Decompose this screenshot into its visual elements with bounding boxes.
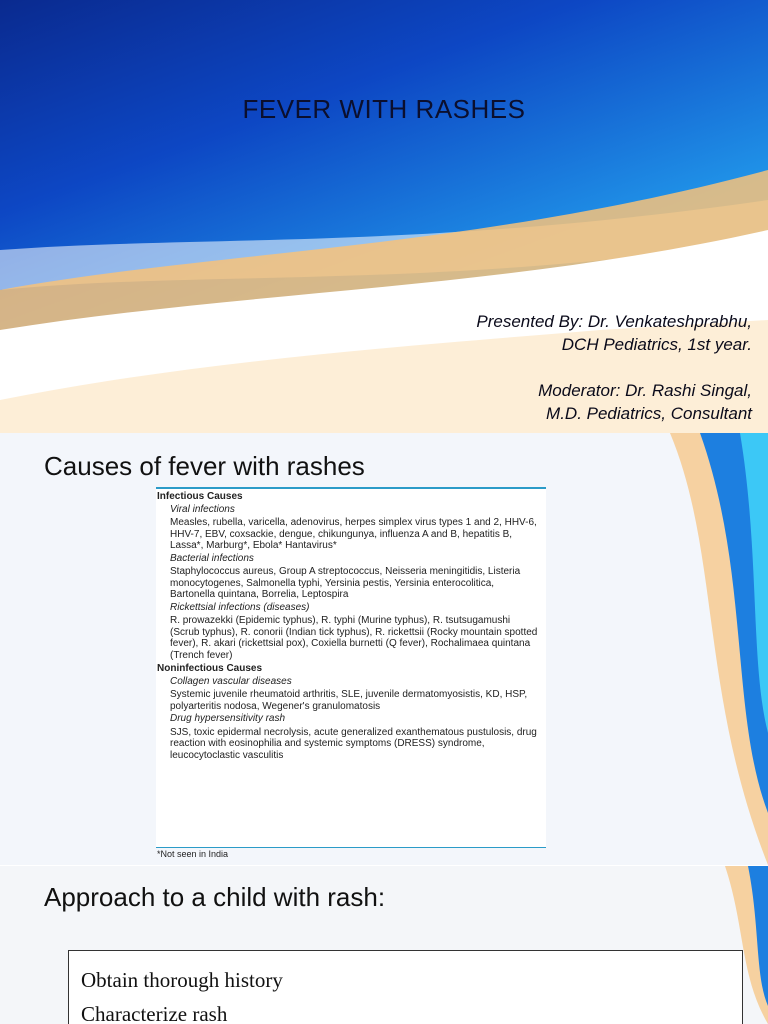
approach-item: Characterize rash [81,1002,228,1024]
rickettsial-label: Rickettsial infections (diseases) [170,601,310,613]
slide-heading: Approach to a child with rash: [44,882,386,912]
presenter-block [476,310,752,425]
rickettsial-text: R. prowazekki (Epidemic typhus), R. typhi (Murine typhus), R. tsutsugamushi (Scrub typhus), R. conorii (Indian tick typhus), R. rickettsii (Rocky mountain spotted fever), R. akari (rickettsial pox), Coxiella burnetti (Q fever), Rochalimaea quintana (Trench fever) [170,615,538,661]
causes-slide [0,433,768,865]
approach-item: Obtain thorough history [81,968,283,992]
bacterial-text: Staphylococcus aureus, Group A streptococcus, Neisseria meningitidis, Listeria monocytogenes, Salmonella typhi, Yersinia pestis, Yersinia enterocolitica, Bartonella quintana, Borrelia, Leptospira [170,566,521,600]
drug-label: Drug hypersensitivity rash [170,713,286,724]
table-footnote: *Not seen in India [157,848,229,859]
collagen-text: Systemic juvenile rheumatoid arthritis, SLE, juvenile dermatomyosistis, KD, HSP, polyarteritis nodosa, Wegener's granulomatosis [170,689,528,712]
slide-heading: Causes of fever with rashes [44,451,365,481]
approach-box [68,950,743,1024]
presenter-degree: DCH Pediatrics, 1st year. [561,335,752,354]
causes-table [156,487,546,859]
slide-title: FEVER WITH RASHES [242,94,526,124]
bacterial-label: Bacterial infections [170,552,254,564]
infectious-header: Infectious Causes [157,491,243,502]
noninfectious-header: Noninfectious Causes [157,663,263,674]
drug-text: SJS, toxic epidermal necrolysis, acute generalized exanthematous pustulosis, drug reaction with eosinophilia and systemic symptoms (DRESS) syndrome, leucocytoclastic vasculitis [170,726,537,761]
title-slide [0,0,768,433]
moderator-name: Moderator: Dr. Rashi Singal, [538,381,752,400]
viral-label: Viral infections [170,503,235,515]
collagen-label: Collagen vascular diseases [170,675,292,687]
approach-slide [0,866,768,1024]
moderator-degree: M.D. Pediatrics, Consultant [546,404,752,423]
presenter-name: Presented By: Dr. Venkateshprabhu, [476,312,752,331]
viral-text: Measles, rubella, varicella, adenovirus, herpes simplex virus types 1 and 2, HHV-6, HHV-7, EBV, coxsackie, dengue, chikungunya, influenza A and B, hepatitis B, Lassa*, Marburg*, Ebola* Hantavirus* [170,517,537,551]
